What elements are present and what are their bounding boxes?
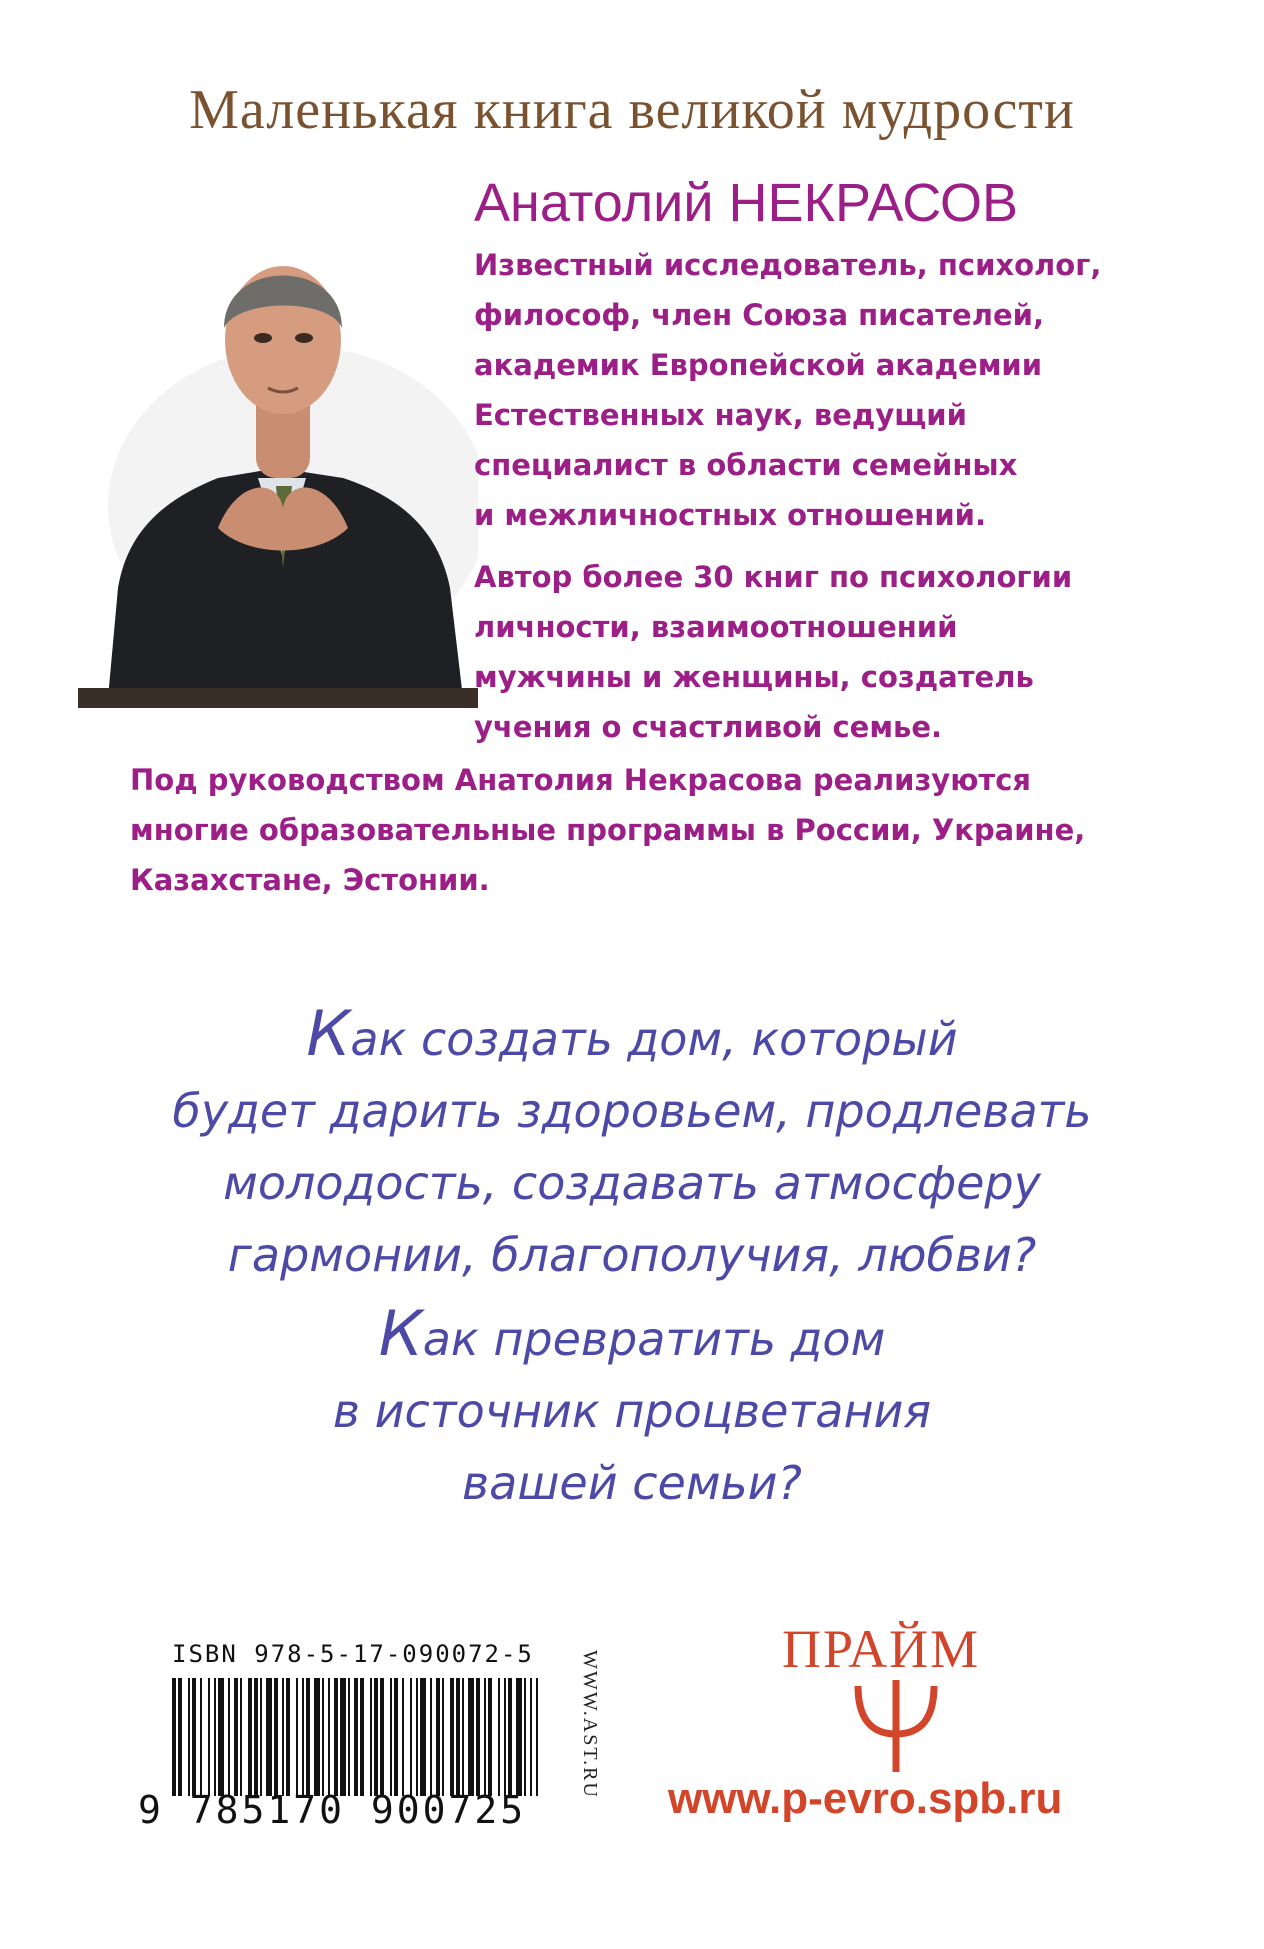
bio-line: учения о счастливой семье. — [474, 710, 943, 744]
ast-site-vertical: WWW.AST.RU — [579, 1650, 601, 1799]
bio-line: Естественных наук, ведущий — [474, 398, 967, 432]
series-title: Маленькая книга великой мудрости — [189, 79, 1075, 141]
question-text: ак создать дом, который — [350, 1012, 958, 1066]
question-line: в источник процветания — [332, 1384, 932, 1438]
question-line: вашей семьи? — [462, 1456, 802, 1510]
programs-line: многие образовательные программы в России, Украине, — [130, 813, 1086, 847]
publisher-logo-text: ПРАЙМ — [782, 1619, 981, 1679]
bio-line: специалист в области семейных — [474, 448, 1018, 482]
publisher-website: www.p-evro.spb.ru — [668, 1774, 1063, 1823]
bio-line: мужчины и женщины, создатель — [474, 660, 1034, 694]
bio-line: Известный исследователь, психолог, — [474, 248, 1102, 282]
psi-logo-icon — [848, 1676, 944, 1776]
question-line: молодость, создавать атмосферу — [223, 1156, 1041, 1210]
question-two — [0, 1298, 1264, 1519]
bio-line: академик Европейской академии — [474, 348, 1043, 382]
isbn-label: ISBN 978-5-17-090072-5 — [172, 1640, 534, 1668]
author-bio — [474, 240, 1114, 752]
bio-line: и межличностных отношений. — [474, 498, 986, 532]
author-portrait — [78, 228, 478, 708]
author-name: Анатолий НЕКРАСОВ — [474, 173, 1019, 233]
drop-cap: К — [306, 997, 351, 1070]
programs-paragraph — [130, 755, 1180, 905]
programs-line: Под руководством Анатолия Некрасова реализуются — [130, 763, 1032, 797]
bio-line: личности, взаимоотношений — [474, 610, 958, 644]
question-two-first-line — [0, 1298, 1264, 1375]
question-one-first-line — [0, 998, 1264, 1075]
barcode — [172, 1678, 538, 1796]
question-line: будет дарить здоровьем, продлевать — [172, 1084, 1092, 1138]
bio-line: философ, член Союза писателей, — [474, 298, 1044, 332]
question-one — [0, 998, 1264, 1291]
drop-cap: К — [378, 1297, 423, 1370]
bio-line: Автор более 30 книг по психологии — [474, 560, 1073, 594]
programs-line: Казахстане, Эстонии. — [130, 863, 490, 897]
question-text: ак превратить дом — [422, 1312, 886, 1366]
barcode-digits: 9 785170 900725 — [138, 1788, 527, 1832]
question-line: гармонии, благополучия, любви? — [227, 1228, 1037, 1282]
